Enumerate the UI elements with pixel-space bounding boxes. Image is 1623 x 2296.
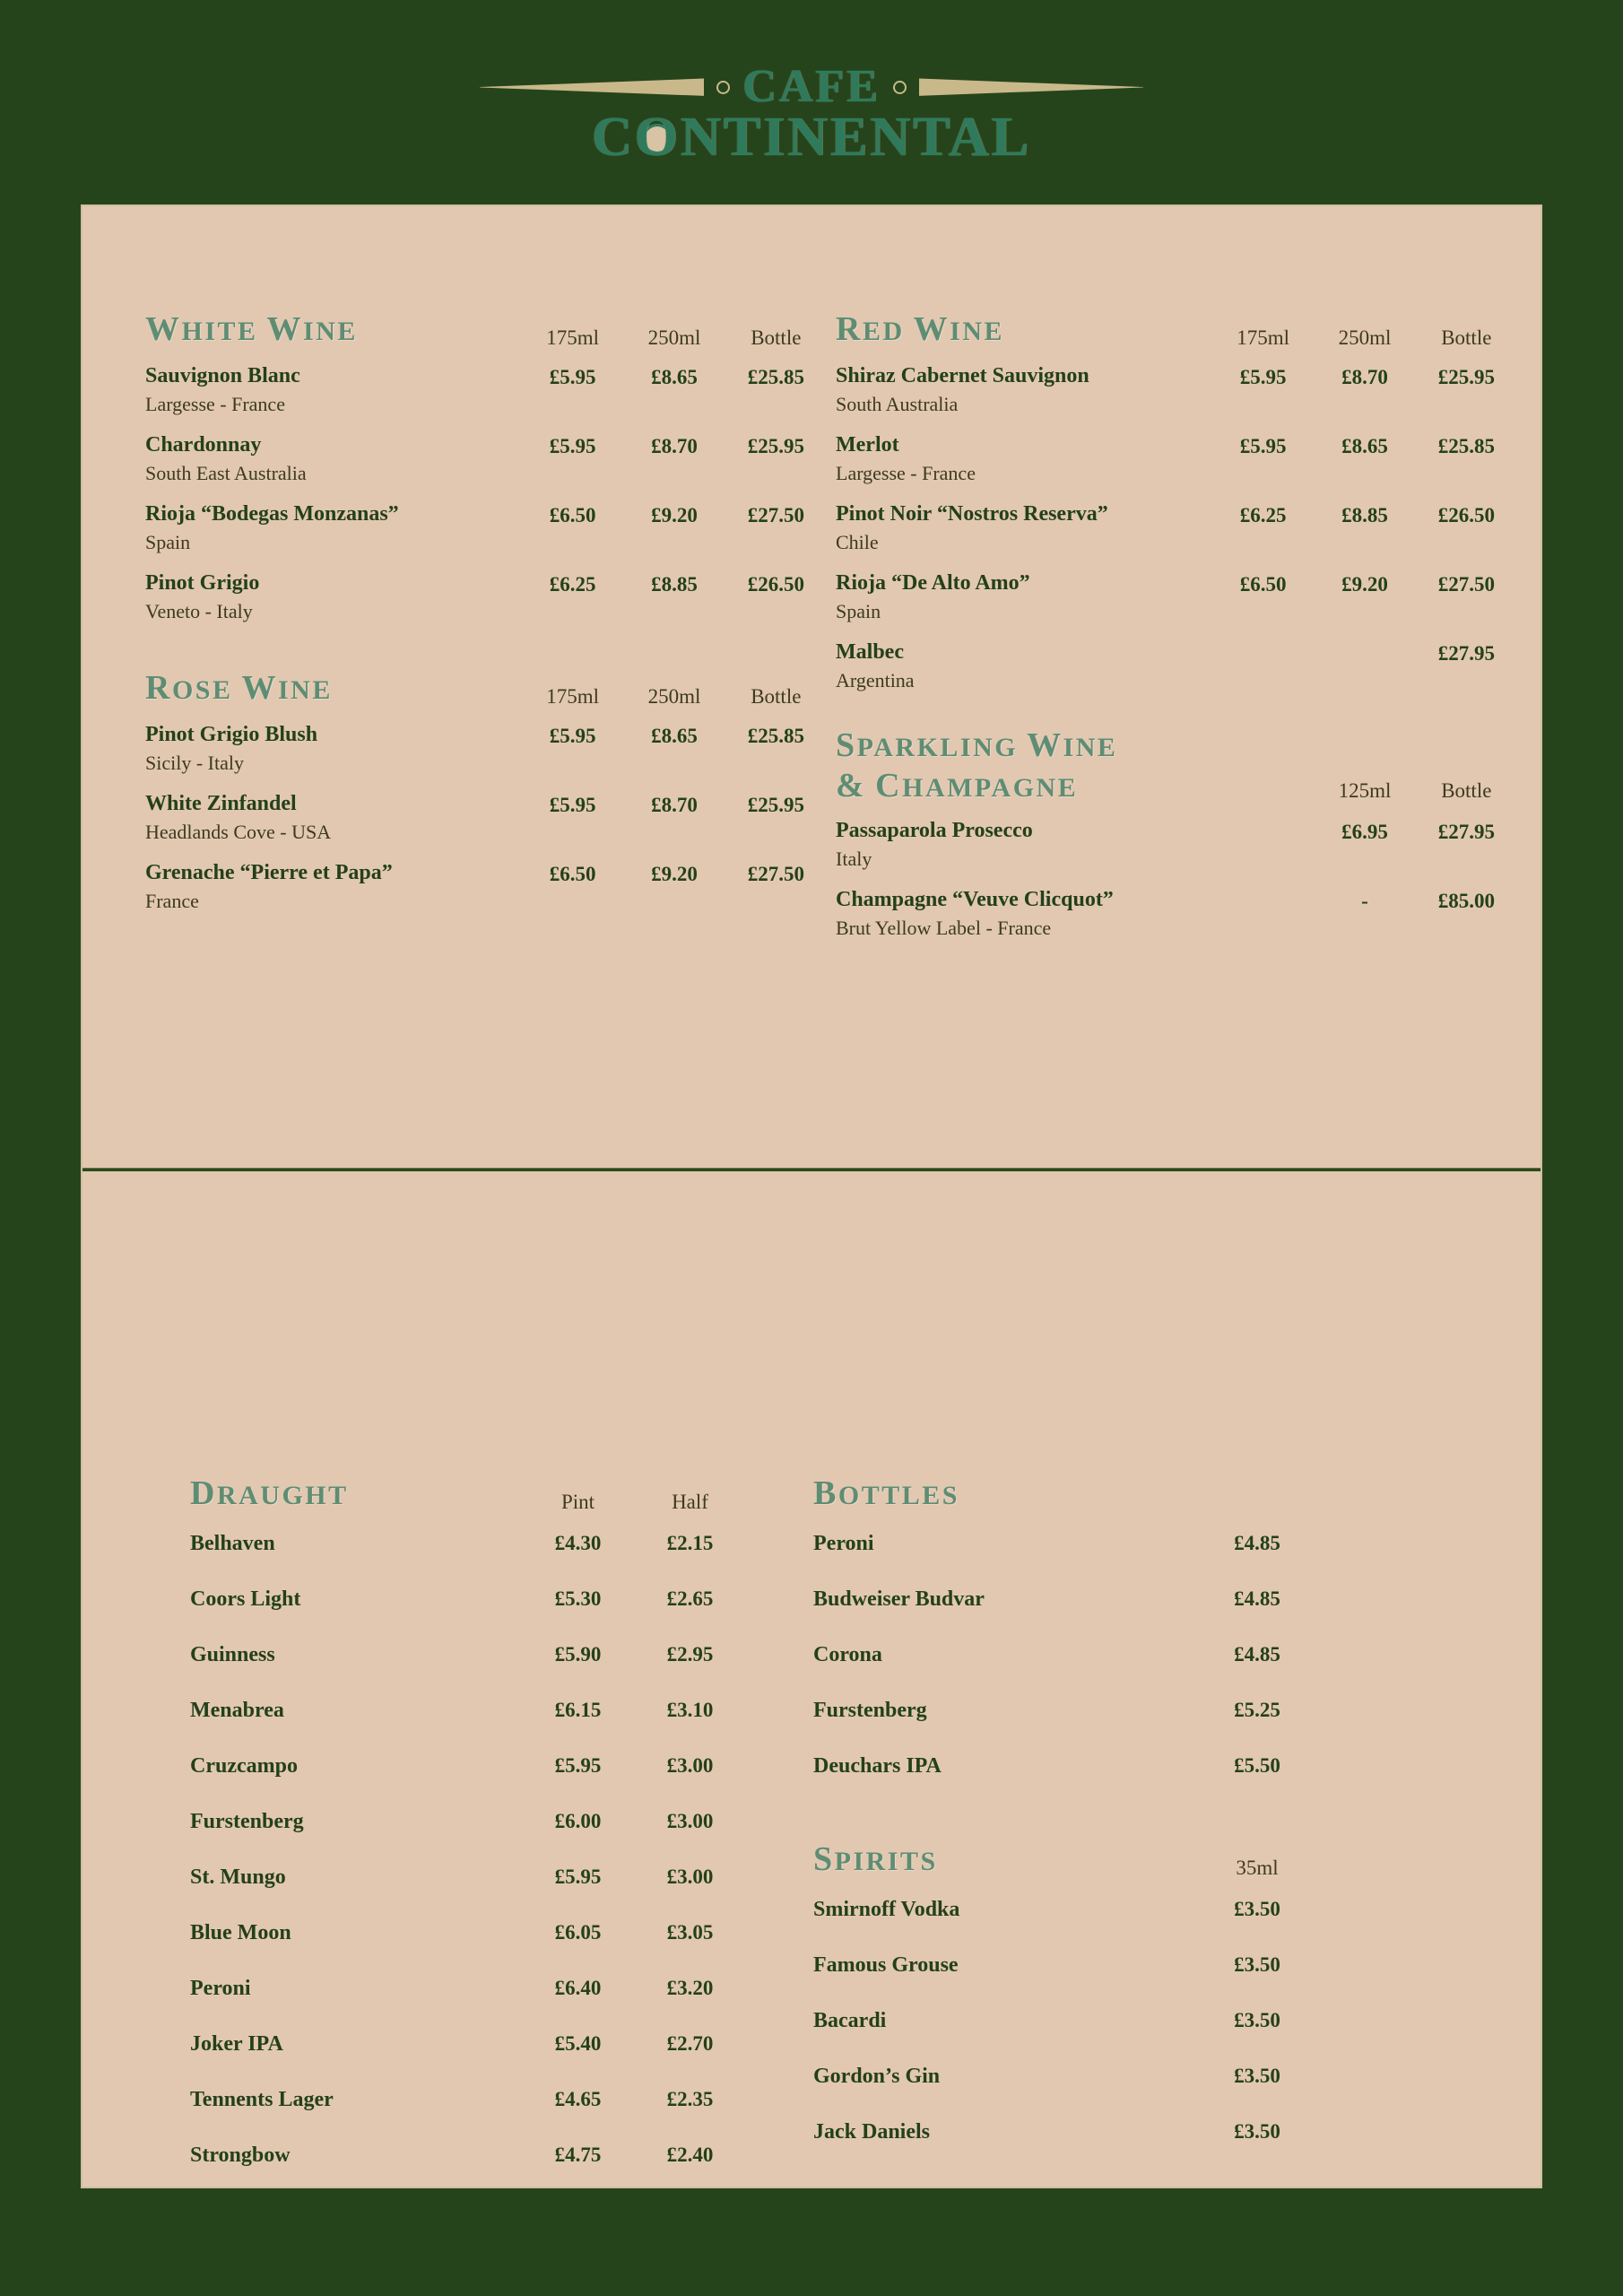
menu-item-row: [813, 1754, 1369, 1810]
item-price: £5.50: [1234, 1754, 1280, 1777]
item-description: Spain: [836, 600, 881, 622]
section-title-draught: DRAUGHT: [190, 1474, 349, 1513]
item-price-35ml: £3.50: [1234, 2120, 1280, 2143]
menu-item-row: [190, 1587, 746, 1643]
item-price-pint: £5.90: [554, 1643, 602, 1665]
menu-item-row: [190, 1532, 746, 1587]
item-price-bottle: £25.95: [747, 435, 804, 457]
item-name: Tennents Lager: [190, 2088, 334, 2111]
item-price: £4.85: [1234, 1643, 1280, 1665]
rose-wine-col-175ml: 175ml: [546, 685, 600, 708]
item-description: Sicily - Italy: [145, 752, 244, 774]
white-wine-header-row: [145, 305, 827, 350]
menu-item-row: [190, 2088, 746, 2144]
item-description: South East Australia: [145, 462, 307, 484]
item-name: Passaparola Prosecco: [836, 818, 1033, 842]
spirits-header-row: [813, 1837, 1369, 1880]
item-price-175ml: £5.95: [549, 366, 596, 388]
red-wine-header-row: [836, 305, 1517, 350]
item-description: Headlands Cove - USA: [145, 821, 332, 843]
item-price-half: £2.95: [666, 1643, 714, 1665]
item-price-bottle: £27.50: [1437, 573, 1495, 596]
item-description: Veneto - Italy: [145, 600, 253, 622]
item-price-bottle: £27.95: [1437, 820, 1495, 843]
item-price-250ml: £9.20: [651, 504, 698, 526]
sparkling-wine-header-row: [836, 726, 1517, 806]
item-name: Malbec: [836, 640, 904, 664]
item-price: £5.25: [1234, 1699, 1280, 1721]
ornament-left-icon: [480, 77, 704, 97]
item-description: Largesse - France: [145, 393, 285, 415]
draught-col-pint: Pint: [560, 1491, 595, 1513]
item-name: Champagne “Veuve Clicquot”: [836, 887, 1114, 911]
menu-item-row: [190, 1810, 746, 1866]
item-price-250ml: £9.20: [1341, 573, 1388, 596]
item-price-bottle: £27.50: [747, 504, 804, 526]
red-wine-col-250ml: 250ml: [1338, 326, 1392, 349]
item-price-half: £3.05: [666, 1921, 714, 1944]
menu-header: [0, 0, 1623, 206]
bottles-spirits-column: [813, 1471, 1369, 2199]
item-price-250ml: £8.65: [651, 725, 698, 747]
item-price-bottle: £25.85: [747, 725, 804, 747]
item-price-half: £3.20: [666, 1977, 714, 1999]
item-price-175ml: £5.95: [1239, 366, 1287, 388]
item-price-half: £2.40: [666, 2144, 714, 2166]
wine-section: [82, 305, 1541, 957]
item-name: Menabrea: [190, 1699, 284, 1722]
menu-item-row: [813, 1532, 1369, 1587]
menu-item-row: [190, 1643, 746, 1699]
section-title-spirits: SPIRITS: [813, 1840, 938, 1879]
item-price-pint: £4.75: [554, 2144, 602, 2166]
item-name: Blue Moon: [190, 1921, 291, 1944]
item-price-250ml: £8.70: [651, 435, 698, 457]
white-wine-col-175ml: 175ml: [546, 326, 600, 349]
menu-item-row: [190, 1977, 746, 2032]
item-price-175ml: £5.95: [549, 435, 596, 457]
item-description: Italy: [836, 847, 872, 870]
menu-item-row: [836, 819, 1517, 871]
item-price-half: £3.00: [666, 1866, 714, 1888]
item-name: Chardonnay: [145, 433, 262, 457]
item-price-250ml: £8.85: [651, 573, 698, 596]
item-price-250ml: £8.70: [1341, 366, 1388, 388]
draught-column: [190, 1471, 746, 2199]
draught-header-row: [190, 1471, 746, 1514]
item-price-175ml: £5.95: [549, 725, 596, 747]
item-price-half: £2.15: [666, 1532, 714, 1554]
item-name: Gordon’s Gin: [813, 2065, 941, 2088]
item-price-175ml: £6.25: [549, 573, 596, 596]
item-price-bottle: £26.50: [747, 573, 804, 596]
drinks-section: [82, 1471, 1541, 2199]
item-price-250ml: £8.65: [1341, 435, 1388, 457]
item-name: Smirnoff Vodka: [813, 1898, 960, 1921]
item-name: Deuchars IPA: [813, 1754, 942, 1778]
item-name: Rioja “Bodegas Monzanas”: [145, 502, 399, 526]
item-name: Joker IPA: [190, 2032, 283, 2056]
item-description: South Australia: [836, 393, 959, 415]
menu-item-row: [813, 2009, 1369, 2065]
item-price-half: £3.00: [666, 1810, 714, 1832]
item-description: Brut Yellow Label - France: [836, 916, 1052, 939]
item-price-35ml: £3.50: [1234, 2009, 1280, 2031]
menu-item-row: [190, 2032, 746, 2088]
menu-item-row: [145, 861, 827, 913]
item-description: Argentina: [836, 669, 915, 691]
item-price-bottle: £27.95: [1437, 642, 1495, 665]
item-name: St. Mungo: [190, 1866, 286, 1889]
section-title-red-wine: RED WINE: [836, 310, 1004, 349]
menu-item-row: [836, 571, 1517, 623]
ornament-dot-right-icon: [893, 81, 907, 94]
bottles-header-row: [813, 1471, 1369, 1514]
item-price-pint: £6.05: [554, 1921, 602, 1944]
item-name: Budweiser Budvar: [813, 1587, 985, 1611]
item-price-250ml: £8.70: [651, 794, 698, 816]
item-price-175ml: [1212, 642, 1314, 665]
rose-wine-col-bottle: Bottle: [751, 685, 802, 708]
spirits-col-35ml: 35ml: [1236, 1857, 1279, 1879]
menu-item-row: [836, 888, 1517, 940]
menu-item-row: [813, 1898, 1369, 1953]
item-price-bottle: £25.85: [1437, 435, 1495, 457]
item-price-175ml: £5.95: [1239, 435, 1287, 457]
menu-item-row: [836, 640, 1517, 692]
menu-item-row: [145, 502, 827, 554]
item-name: Peroni: [190, 1977, 251, 2000]
item-price-half: £2.70: [666, 2032, 714, 2055]
section-title-champagne: & CHAMPAGNE: [836, 766, 1212, 806]
item-price-125ml: -: [1361, 889, 1368, 912]
item-name: Strongbow: [190, 2144, 291, 2167]
logo-line-continental: CONTINENTAL: [591, 107, 1032, 169]
item-price-175ml: £6.50: [549, 863, 596, 885]
item-price: £4.85: [1234, 1587, 1280, 1610]
item-price-bottle: £25.85: [747, 366, 804, 388]
draught-col-half: Half: [672, 1491, 708, 1513]
rose-wine-header-row: [145, 664, 827, 709]
menu-item-row: [813, 1587, 1369, 1643]
item-price-35ml: £3.50: [1234, 1898, 1280, 1920]
menu-item-row: [836, 364, 1517, 416]
menu-item-row: [145, 792, 827, 844]
item-price-pint: £4.65: [554, 2088, 602, 2110]
sparkling-col-125ml: 125ml: [1338, 778, 1392, 802]
item-price-250ml: £8.85: [1341, 504, 1388, 526]
item-name: Cruzcampo: [190, 1754, 298, 1778]
item-name: Grenache “Pierre et Papa”: [145, 861, 393, 884]
item-price-bottle: £85.00: [1437, 889, 1495, 912]
item-name: Belhaven: [190, 1532, 275, 1555]
white-wine-col-bottle: Bottle: [751, 326, 802, 349]
menu-item-row: [813, 2065, 1369, 2120]
item-price-pint: £6.40: [554, 1977, 602, 1999]
item-price-half: £3.10: [666, 1699, 714, 1721]
menu-item-row: [190, 1866, 746, 1921]
ornament-right-icon: [919, 77, 1143, 97]
item-name: Merlot: [836, 433, 899, 457]
menu-item-row: [190, 1921, 746, 1977]
wine-column-right: [836, 305, 1517, 957]
menu-item-row: [813, 2120, 1369, 2176]
menu-item-row: [145, 364, 827, 416]
item-name: Coors Light: [190, 1587, 301, 1611]
item-price-bottle: £27.50: [747, 863, 804, 885]
item-name: Corona: [813, 1643, 882, 1666]
item-description: Chile: [836, 531, 879, 553]
item-name: Shiraz Cabernet Sauvignon: [836, 364, 1089, 387]
item-price-175ml: £6.50: [549, 504, 596, 526]
sparkling-col-bottle: Bottle: [1441, 778, 1492, 802]
menu-item-row: [190, 2144, 746, 2199]
logo-medallion-icon: O: [634, 107, 681, 169]
menu-item-row: [145, 571, 827, 623]
item-price: £4.85: [1234, 1532, 1280, 1554]
item-description: France: [145, 890, 199, 912]
item-price-pint: £5.30: [554, 1587, 602, 1610]
white-wine-col-250ml: 250ml: [647, 326, 701, 349]
item-price-pint: £4.30: [554, 1532, 602, 1554]
menu-item-row: [836, 502, 1517, 554]
item-name: Furstenberg: [190, 1810, 304, 1833]
item-price-250ml: £8.65: [651, 366, 698, 388]
menu-item-row: [145, 433, 827, 485]
item-description: Largesse - France: [836, 462, 976, 484]
section-title-sparkling-wine: SPARKLING WINE: [836, 726, 1212, 766]
item-name: White Zinfandel: [145, 792, 297, 815]
item-name: Jack Daniels: [813, 2120, 931, 2144]
section-title-bottles: BOTTLES: [813, 1474, 959, 1513]
item-name: Rioja “De Alto Amo”: [836, 571, 1030, 595]
rose-wine-col-250ml: 250ml: [647, 685, 701, 708]
item-price-175ml: £5.95: [549, 794, 596, 816]
item-price-pint: £6.15: [554, 1699, 602, 1721]
menu-item-row: [813, 1699, 1369, 1754]
item-price-half: £3.00: [666, 1754, 714, 1777]
wine-column-left: [145, 305, 827, 957]
menu-panel: [82, 206, 1541, 2187]
item-price-pint: £6.00: [554, 1810, 602, 1832]
item-name: Furstenberg: [813, 1699, 927, 1722]
item-price-half: £2.65: [666, 1587, 714, 1610]
item-name: Famous Grouse: [813, 1953, 959, 1977]
menu-item-row: [190, 1754, 746, 1810]
item-price-bottle: £26.50: [1437, 504, 1495, 526]
logo-line-cafe: CAFE: [742, 61, 881, 113]
item-name: Guinness: [190, 1643, 275, 1666]
item-price-175ml: £6.50: [1239, 573, 1287, 596]
item-price-35ml: £3.50: [1234, 2065, 1280, 2087]
red-wine-col-bottle: Bottle: [1441, 326, 1492, 349]
section-title-white-wine: WHITE WINE: [145, 310, 358, 349]
item-price-125ml: £6.95: [1341, 820, 1388, 843]
section-title-rose-wine: ROSE WINE: [145, 669, 333, 708]
item-name: Sauvignon Blanc: [145, 364, 300, 387]
item-price-pint: £5.40: [554, 2032, 602, 2055]
item-price-250ml: £9.20: [651, 863, 698, 885]
item-name: Pinot Noir “Nostros Reserva”: [836, 502, 1108, 526]
logo-top-row: [480, 61, 1143, 113]
item-price-250ml: [1314, 642, 1415, 665]
item-price-half: £2.35: [666, 2088, 714, 2110]
item-price-pint: £5.95: [554, 1754, 602, 1777]
item-name: Pinot Grigio Blush: [145, 723, 318, 746]
item-price-bottle: £25.95: [747, 794, 804, 816]
ornament-dot-left-icon: [716, 81, 730, 94]
menu-item-row: [836, 433, 1517, 485]
item-price-bottle: £25.95: [1437, 366, 1495, 388]
item-name: Pinot Grigio: [145, 571, 260, 595]
item-price-35ml: £3.50: [1234, 1953, 1280, 1976]
item-description: Spain: [145, 531, 191, 553]
item-price-175ml: £6.25: [1239, 504, 1287, 526]
menu-item-row: [813, 1643, 1369, 1699]
item-name: Peroni: [813, 1532, 874, 1555]
section-divider: [82, 1168, 1541, 1171]
item-name: Bacardi: [813, 2009, 887, 2032]
item-price-pint: £5.95: [554, 1866, 602, 1888]
red-wine-col-175ml: 175ml: [1237, 326, 1290, 349]
menu-item-row: [145, 723, 827, 775]
menu-item-row: [190, 1699, 746, 1754]
menu-item-row: [813, 1953, 1369, 2009]
